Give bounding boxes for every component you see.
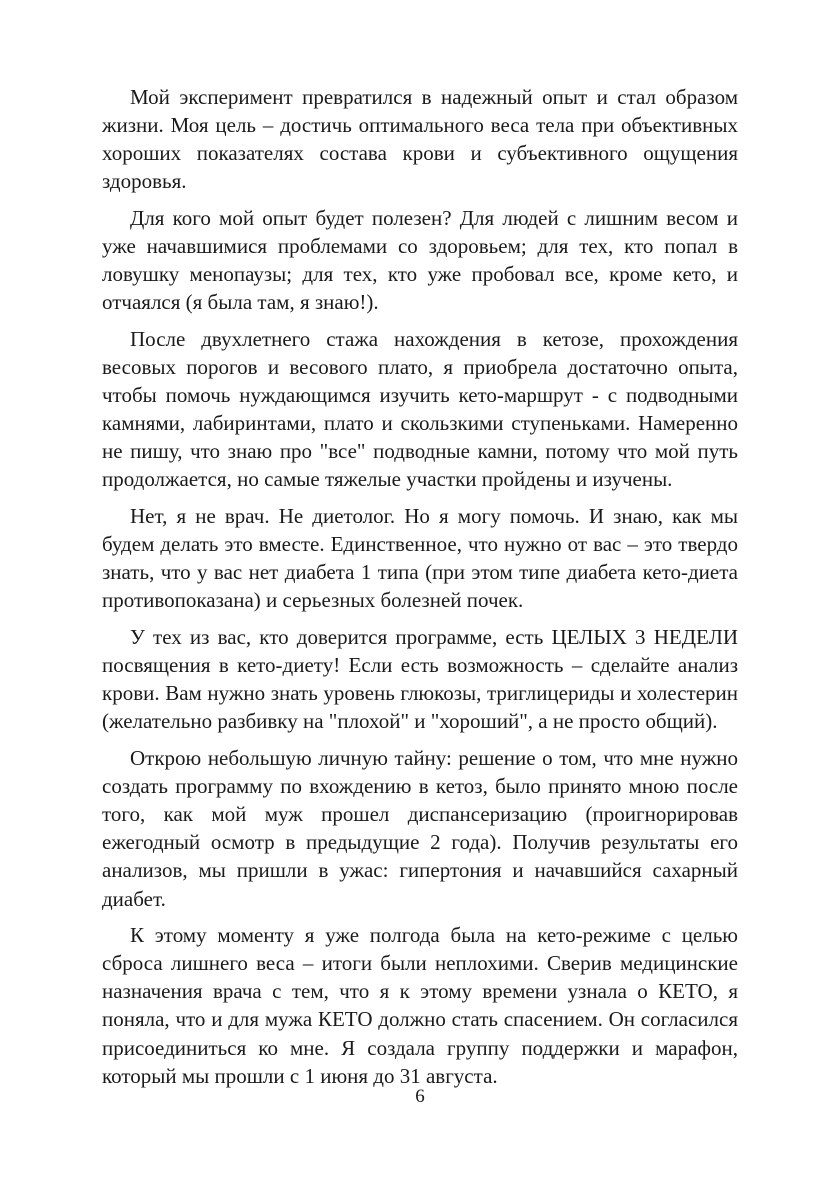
paragraph-4: Нет, я не врач. Не диетолог. Но я могу помочь. И знаю, как мы будем делать это вместе. Единственное, что нужно от вас – это твердо знать, что у вас нет диабета 1 типа (при этом типе диабета кето-диета противопоказана) и серьезных болезней почек. <box>102 504 738 613</box>
body-text <box>102 83 738 1098</box>
paragraph-5: У тех из вас, кто доверится программе, есть ЦЕЛЫХ 3 НЕДЕЛИ посвящения в кето-диету! Если есть возможность – сделайте анализ крови. Вам нужно знать уровень глюкозы, триглицериды и холестерин (желательно разбивку на "плохой" и "хороший", а не просто общий). <box>102 625 738 734</box>
paragraph-6: Открою небольшую личную тайну: решение о том, что мне нужно создать программу по вхождению в кетоз, было принято мною после того, как мой муж прошел диспансеризацию (проигнорировав ежегодный осмотр в предыдущие 2 года). Получив результаты его анализов, мы пришли в ужас: гипертония и начавшийся сахарный диабет. <box>102 746 738 911</box>
page-number: 6 <box>415 1086 425 1107</box>
paragraph-7: К этому моменту я уже полгода была на кето-режиме с целью сброса лишнего веса – итоги были неплохими. Сверив медицинские назначения врача с тем, что я к этому времени узнала о КЕТО, я поняла, что и для мужа КЕТО должно стать спасением. Он согласился присоединиться ко мне. Я создала группу поддержки и марафон, который мы прошли с 1 июня до 31 августа. <box>102 923 738 1088</box>
paragraph-1: Мой эксперимент превратился в надежный опыт и стал образом жизни. Моя цель – достичь оптимального веса тела при объективных хороших показателях состава крови и субъективного ощущения здоровья. <box>102 85 738 194</box>
paragraph-2: Для кого мой опыт будет полезен? Для людей с лишним весом и уже начавшимися проблемами со здоровьем; для тех, кто попал в ловушку менопаузы; для тех, кто уже пробовал все, кроме кето, и отчаялся (я была там, я знаю!). <box>102 205 738 315</box>
paragraph-3: После двухлетнего стажа нахождения в кетозе, прохождения весовых порогов и весового плато, я приобрела достаточно опыта, чтобы помочь нуждающимся изучить кето-маршрут - с подводными камнями, лабиринтами, плато и скользкими ступеньками. Намеренно не пишу, что знаю про "все" подводные камни, потому что мой путь продолжается, но самые тяжелые участки пройдены и изучены. <box>102 326 738 492</box>
